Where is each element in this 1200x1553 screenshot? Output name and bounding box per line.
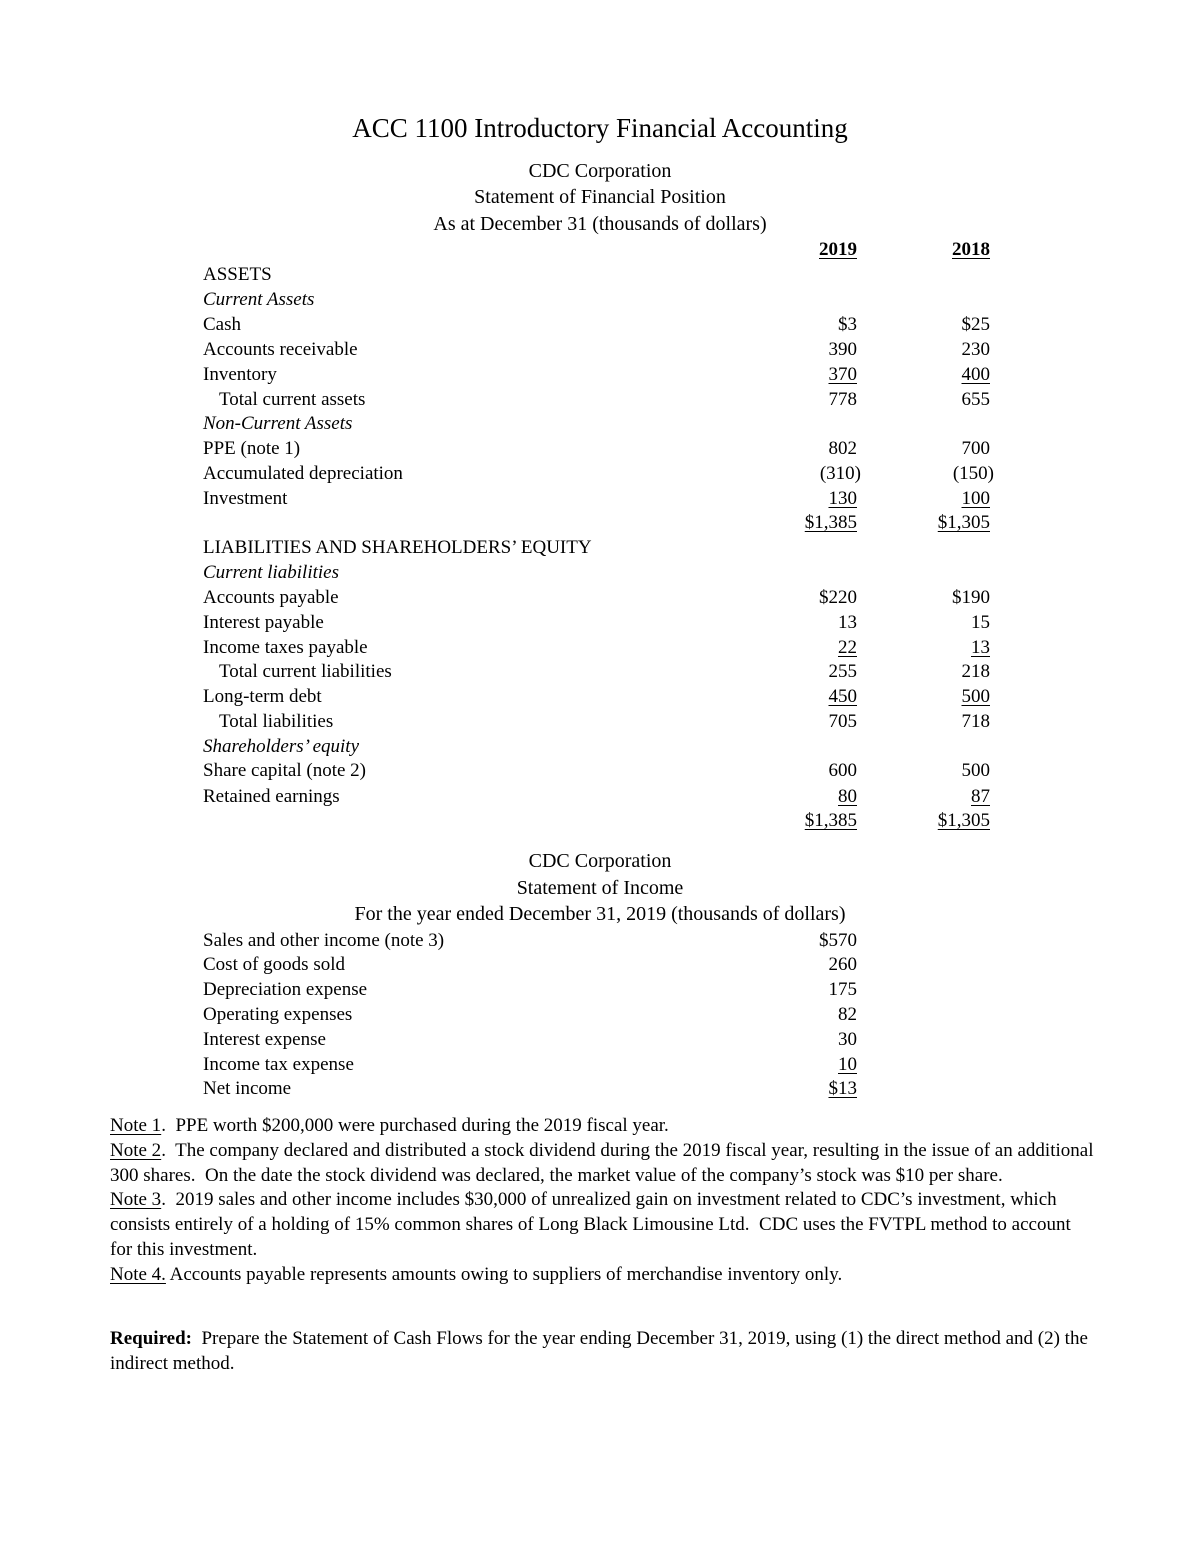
table-row	[0, 510, 1200, 535]
value-2019: 255	[828, 661, 857, 682]
value-2019: 390	[828, 339, 857, 360]
row-label: Income taxes payable	[203, 637, 368, 658]
row-label: Current liabilities	[203, 562, 339, 583]
row-label: Retained earnings	[203, 786, 340, 807]
row-value: 30	[838, 1029, 857, 1050]
value-2018: $190	[952, 587, 990, 608]
row-label: Interest expense	[203, 1029, 326, 1050]
value-2019: 370	[828, 364, 857, 385]
value-2019: 13	[838, 612, 857, 633]
table-row	[0, 486, 1200, 511]
row-label: Interest payable	[203, 612, 324, 633]
row-label: Total current liabilities	[219, 661, 392, 682]
value-2019: (310)	[819, 463, 861, 484]
value-2018: 400	[961, 364, 990, 385]
value-2018: 100	[961, 488, 990, 509]
table-row	[0, 262, 1200, 287]
col-header-2018: 2018	[952, 239, 990, 260]
value-2019: 80	[838, 786, 857, 807]
row-label: LIABILITIES AND SHAREHOLDERS’ EQUITY	[203, 537, 592, 558]
table-row	[0, 1027, 1200, 1052]
value-2018: 230	[961, 339, 990, 360]
note-title: Note 3	[110, 1189, 162, 1211]
note-title: Note 1	[110, 1115, 162, 1136]
row-label: Net income	[203, 1078, 292, 1099]
table-row	[0, 436, 1200, 461]
note-text: Accounts payable represents amounts owing to suppliers of merchandise inventory only.	[165, 1263, 843, 1285]
value-2018: 13	[971, 637, 990, 658]
required-text: Prepare the Statement of Cash Flows for the year ending December 31, 2019, using (1) the direct method and (2) the indirect method.	[110, 1328, 1093, 1374]
note-2	[110, 1139, 1099, 1189]
value-2019: $220	[819, 587, 857, 608]
row-label: Share capital (note 2)	[203, 760, 367, 781]
table-row	[0, 928, 1200, 953]
table-row	[0, 535, 1200, 560]
note-text: PPE worth $200,000 were purchased during the 2019 fiscal year.	[165, 1115, 669, 1136]
row-label: Investment	[203, 488, 288, 509]
table-row	[0, 1076, 1200, 1101]
row-label: Sales and other income (note 3)	[203, 930, 445, 951]
table-row	[0, 585, 1200, 610]
value-2018: 718	[961, 711, 990, 732]
table-row	[0, 362, 1200, 387]
row-label: Inventory	[203, 364, 277, 385]
row-label: Shareholders’ equity	[203, 736, 360, 757]
note-1	[110, 1114, 1095, 1139]
row-label: Long-term debt	[203, 686, 322, 707]
table-row	[0, 709, 1200, 734]
row-label: Total current assets	[219, 389, 366, 410]
course-title: ACC 1100 Introductory Financial Accounting	[352, 113, 848, 143]
table-row	[0, 758, 1200, 783]
row-label: Non-Current Assets	[203, 413, 353, 434]
value-2019: 22	[838, 637, 857, 658]
value-2019: 802	[828, 438, 857, 459]
value-2018: 655	[961, 389, 990, 410]
table-row	[0, 1002, 1200, 1027]
required-section	[110, 1326, 1095, 1376]
table-row	[0, 461, 1200, 486]
row-label: Accounts payable	[203, 587, 339, 608]
row-label: Accounts receivable	[203, 339, 358, 360]
total-assets-2019: $1,385	[804, 512, 857, 533]
table-row	[0, 1052, 1200, 1077]
value-2018: 500	[961, 686, 990, 707]
note-sep: .	[161, 1189, 166, 1211]
row-value: $570	[819, 930, 857, 951]
bs-statement-title: Statement of Financial Position	[474, 186, 726, 208]
value-2018: $25	[961, 314, 990, 335]
value-2018: 87	[971, 786, 990, 807]
col-header-2019: 2019	[819, 239, 857, 260]
table-row	[0, 977, 1200, 1002]
table-row	[0, 734, 1200, 759]
notes-section	[110, 1114, 1099, 1288]
table-row	[0, 560, 1200, 585]
table-row	[0, 784, 1200, 809]
table-row	[0, 635, 1200, 660]
row-label: PPE (note 1)	[203, 438, 301, 459]
value-2018: 218	[961, 661, 990, 682]
row-label: Cash	[203, 314, 241, 335]
value-2018: (150)	[952, 463, 994, 484]
row-label: Operating expenses	[203, 1004, 353, 1025]
is-statement-title: Statement of Income	[516, 877, 684, 899]
row-value: 82	[838, 1004, 857, 1025]
row-label: Accumulated depreciation	[203, 463, 403, 484]
note-3	[110, 1188, 1095, 1262]
row-label: Depreciation expense	[203, 979, 368, 1000]
value-2018: 700	[961, 438, 990, 459]
row-label: Total liabilities	[219, 711, 334, 732]
note-sep: .	[161, 1115, 166, 1136]
value-2019: 705	[828, 711, 857, 732]
value-2019: 130	[828, 488, 857, 509]
value-2018: 15	[971, 612, 990, 633]
row-value: 260	[828, 954, 857, 975]
bs-company: CDC Corporation	[528, 160, 672, 182]
row-value: 10	[838, 1054, 857, 1075]
value-2019: 600	[828, 760, 857, 781]
row-label: Cost of goods sold	[203, 954, 345, 975]
table-row	[0, 287, 1200, 312]
note-text: The company declared and distributed a stock dividend during the 2019 fiscal year, resulting in the issue of an additional 300 shares. On the date the stock dividend was declared, the market value of the company’s stock was $10 per share.	[110, 1139, 1099, 1186]
is-company: CDC Corporation	[528, 850, 672, 872]
row-label: Current Assets	[203, 289, 315, 310]
table-row	[0, 337, 1200, 362]
table-row	[0, 684, 1200, 709]
required-label: Required:	[110, 1328, 192, 1349]
table-row	[0, 411, 1200, 436]
value-2019: $3	[838, 314, 857, 335]
row-value: 175	[828, 979, 857, 1000]
note-title: Note 2	[110, 1139, 162, 1161]
value-2018: 500	[961, 760, 990, 781]
bs-column-headers	[0, 237, 1200, 262]
table-row	[0, 387, 1200, 412]
bs-subtitle: As at December 31 (thousands of dollars)	[433, 213, 767, 235]
row-label: ASSETS	[203, 264, 272, 285]
net-income-value: $13	[828, 1078, 857, 1099]
value-2019: 778	[828, 389, 857, 410]
total-assets-2018: $1,305	[937, 512, 990, 533]
table-row	[0, 312, 1200, 337]
table-row	[0, 952, 1200, 977]
is-subtitle: For the year ended December 31, 2019 (thousands of dollars)	[354, 903, 846, 925]
total-liab-equity-2019: $1,385	[804, 810, 857, 831]
table-row	[0, 610, 1200, 635]
value-2019: 450	[828, 686, 857, 707]
table-row	[0, 659, 1200, 684]
note-sep: .	[161, 1139, 166, 1161]
total-liab-equity-2018: $1,305	[937, 810, 990, 831]
note-text: 2019 sales and other income includes $30,000 of unrealized gain on investment related to CDC’s investment, which consists entirely of a holding of 15% common shares of Long Black Limousine Ltd. CDC uses the FVTPL method to account for this investment.	[110, 1189, 1076, 1260]
note-title: Note 4.	[110, 1263, 166, 1285]
row-label: Income tax expense	[203, 1054, 354, 1075]
note-4	[110, 1263, 1095, 1288]
table-row	[0, 808, 1200, 833]
